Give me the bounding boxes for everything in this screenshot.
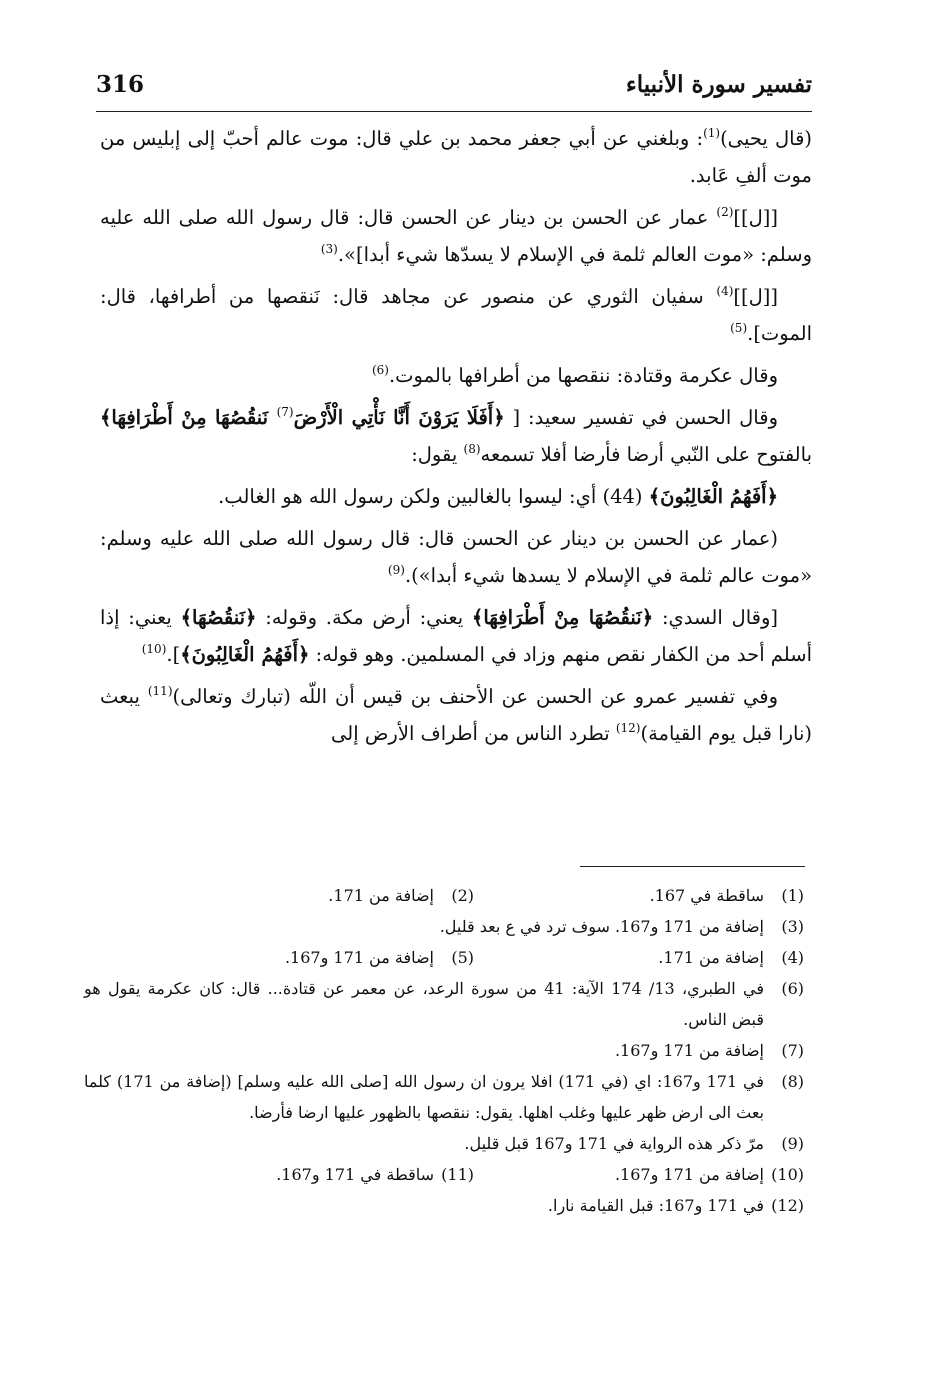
quran-quote: ﴿أَفَلَا يَرَوْنَ أَنَّا نَأْتِي الْأَرْضَ [293, 406, 505, 429]
footnote [84, 911, 804, 942]
footnote-text: ساقطة في 167. [649, 886, 764, 905]
footnote-line [84, 880, 804, 911]
footnote-text: في 171 و167: قبل القيامة نارا. [547, 1196, 764, 1215]
footnote-ref: (7) [276, 405, 294, 419]
footnote-line [84, 911, 804, 942]
text-segment: يقول: [411, 443, 464, 466]
footnote-number: (1) [781, 886, 804, 905]
text-segment: يعني: إذا أسلم أحد من الكفار نقص منهم وزاد في المسلمين. وهو قوله: [100, 606, 812, 666]
footnote [474, 880, 804, 911]
footnote-line [84, 942, 804, 973]
footnote-ref: (2) [716, 205, 734, 219]
text-segment: [[ل]] [733, 206, 778, 229]
paragraph-p3 [100, 278, 812, 352]
footnote-ref: (10) [141, 642, 167, 656]
header-rule [96, 111, 812, 112]
footnote-ref: (3) [320, 242, 338, 256]
footnote-number: (2) [451, 886, 474, 905]
footnote-number: (10) [771, 1165, 804, 1184]
footnote-line [84, 1128, 804, 1159]
footnote-line [84, 1190, 804, 1221]
paragraph-p4 [100, 357, 812, 394]
footnote-ref: (11) [147, 684, 173, 698]
footnote-number: (4) [781, 948, 804, 967]
footnote-text: إضافة من 171 و167. سوف ترد في ع بعد قليل. [439, 917, 764, 936]
footnote-ref: (6) [371, 363, 389, 377]
footnote-rule [580, 866, 805, 867]
text-segment: وقال الحسن في تفسير سعيد: [ [504, 406, 778, 429]
text-segment: عمار عن الحسن بن دينار عن الحسن قال: قال رسول الله صلى الله عليه وسلم: «موت العالم ثلمة في الإسلام لا يسدّها شيء أبدا]». [100, 206, 812, 266]
footnote [84, 973, 804, 1035]
footnote [474, 1159, 804, 1190]
paragraph-p9 [100, 678, 812, 752]
footnote-ref: (8) [463, 442, 481, 456]
running-title: تفسير سورة الأنبياء [625, 70, 812, 98]
paragraph-p8 [100, 599, 812, 673]
paragraph-p5 [100, 399, 812, 473]
text-segment: [[ل]] [733, 285, 778, 308]
text-segment: يعني: أرض مكة. وقوله: [256, 606, 472, 629]
footnote-number: (7) [781, 1041, 804, 1060]
footnote-number: (5) [451, 948, 474, 967]
footnote [84, 1066, 804, 1128]
quran-quote: ﴿أَفَهُمُ الْغَالِبُونَ﴾ [180, 643, 310, 666]
quran-quote: ﴿نَنقُصُهَا﴾ [180, 606, 257, 629]
footnote-text: إضافة من 171 و167. [284, 948, 434, 967]
footnote-ref: (5) [730, 321, 748, 335]
footnote-text: في الطبري، 13/ 174 الآية: 41 من سورة الرعد، عن معمر عن قتادة... قال: كان عكرمة يقول هو قبض الناس. [84, 979, 764, 1029]
footnotes [84, 880, 804, 1221]
footnote-text: إضافة من 171 و167. [614, 1165, 764, 1184]
footnote [84, 1035, 804, 1066]
footnote-line [84, 973, 804, 1035]
main-text [100, 120, 812, 757]
footnote-ref: (9) [387, 563, 405, 577]
text-segment: : وبلغني عن أبي جعفر محمد بن علي قال: موت عالم أحبّ إلى إبليس من موت ألفِ عَابد. [100, 127, 812, 187]
footnote-number: (9) [781, 1134, 804, 1153]
paragraph-p6 [100, 478, 812, 515]
text-segment: (قال يحيى) [720, 127, 813, 150]
footnote-number: (12) [771, 1196, 804, 1215]
footnote-ref: (12) [615, 721, 641, 735]
footnote [474, 942, 804, 973]
footnote-number: (6) [781, 979, 804, 998]
footnote-text: إضافة من 171. [658, 948, 764, 967]
footnote [328, 880, 474, 911]
page-header [96, 64, 812, 104]
paragraph-p1 [100, 120, 812, 194]
footnote-line [84, 1159, 804, 1190]
text-segment: وقال عكرمة وقتادة: ننقصها من أطرافها بالموت. [388, 364, 778, 387]
footnote [285, 942, 474, 973]
footnote-number: (3) [781, 917, 804, 936]
text-segment: سفيان الثوري عن منصور عن مجاهد قال: نَنقصها من أطرافها، قال: الموت]. [100, 285, 812, 345]
text-segment: بالفتوح على النّبي أرضا فأرضا أفلا تسمعه [480, 443, 812, 466]
paragraph-p2 [100, 199, 812, 273]
footnote-text: ساقطة في 171 و167. [276, 1165, 434, 1184]
text-segment: (44) أي: ليسوا بالغالبين ولكن رسول الله هو الغالب. [218, 485, 649, 508]
footnote-line [84, 1066, 804, 1128]
text-segment: وفي تفسير عمرو عن الحسن عن الأحنف بن قيس أن اللّه (تبارك وتعالى) [172, 685, 778, 708]
footnote-ref: (4) [716, 284, 734, 298]
footnote-number: (8) [781, 1072, 804, 1091]
footnote [84, 1128, 804, 1159]
quran-quote: ﴿أَفَهُمُ الْغَالِبُونَ﴾ [648, 485, 778, 508]
footnote-ref: (1) [703, 126, 721, 140]
paragraph-p7 [100, 520, 812, 594]
text-segment: يبعث (نارا قبل يوم القيامة) [100, 685, 812, 745]
quran-quote: نَنقُصُهَا مِنْ أَطْرَافِهَا﴾ [100, 406, 277, 429]
footnote-text: مرّ ذكر هذه الرواية في 171 و167 قبل قليل. [464, 1134, 764, 1153]
footnote [276, 1159, 474, 1190]
footnote-text: إضافة من 171 و167. [614, 1041, 764, 1060]
text-segment: ]. [166, 643, 181, 666]
footnote-number: (11) [441, 1165, 474, 1184]
footnote-text: في 171 و167: اي (في 171) افلا يرون ان رسول الله [صلى الله عليه وسلم] (إضافة من 171) كلما بعث الى ارض ظهر عليها وغلب اهلها. يقول: ننقصها بالظهور عليها ارضا فأرضا. [84, 1072, 765, 1122]
text-segment: [وقال السدي: [653, 606, 778, 629]
page-number: 316 [96, 70, 145, 98]
footnote-text: إضافة من 171. [328, 886, 434, 905]
footnote-line [84, 1035, 804, 1066]
quran-quote: ﴿نَنقُصُهَا مِنْ أَطْرَافِهَا﴾ [471, 606, 654, 629]
text-segment: تطرد الناس من أطراف الأرض إلى [331, 722, 616, 745]
text-segment: (عمار عن الحسن بن دينار عن الحسن قال: قال رسول الله صلى الله عليه وسلم: «موت عالم ثلمة في الإسلام لا يسدها شيء أبدا»). [100, 527, 812, 587]
footnote [84, 1190, 804, 1221]
